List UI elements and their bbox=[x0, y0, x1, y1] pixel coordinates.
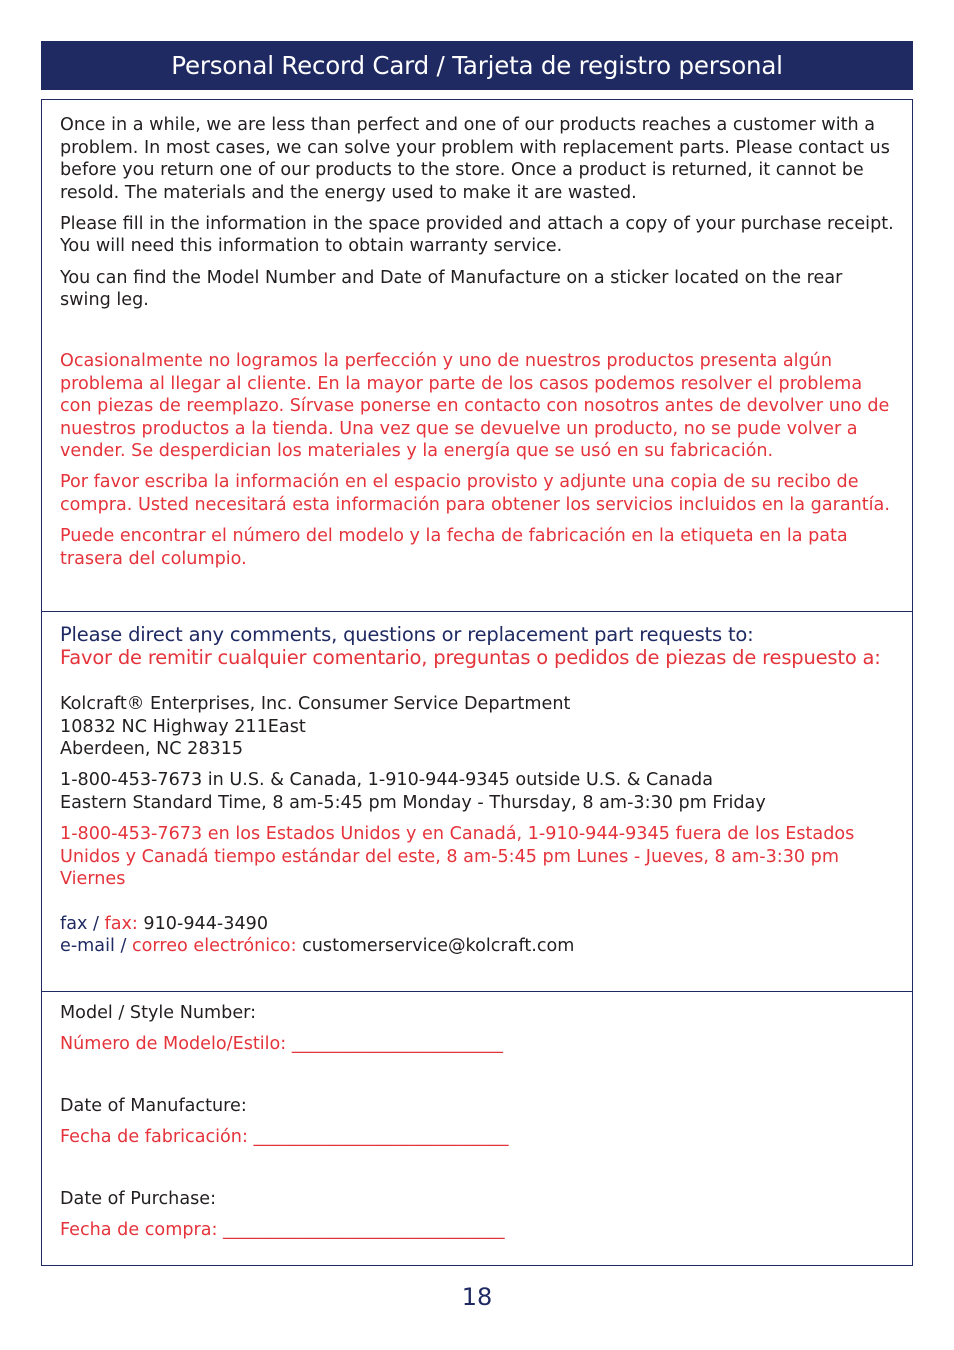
phone-english-line-1: 1-800-453-7673 in U.S. & Canada, 1-910-944-9345 outside U.S. & Canada bbox=[60, 770, 713, 791]
spanish-intro bbox=[42, 350, 912, 579]
page-number: 18 bbox=[461, 1283, 493, 1311]
address-line-2: 10832 NC Highway 211East bbox=[60, 716, 306, 737]
manufacture-date-field[interactable]: Fecha de fabricación: _____________________________ bbox=[60, 1126, 509, 1147]
header-divider: / bbox=[428, 51, 453, 80]
form-spacer bbox=[60, 1148, 894, 1188]
spanish-paragraph-1: Ocasionalmente no logramos la perfección y uno de nuestros productos presenta algún problema al llegar al cliente. En la mayor parte de los casos podemos resolver el problema con piezas de reemplazo. Sírvase ponerse en contacto con nosotros antes de devolver uno de nuestros productos a la tienda. Una vez que se devuelve un producto, no se pude volver a vender. Se desperdician los materiales y la energía que se usó en su fabricación. bbox=[60, 351, 890, 462]
contact-heading-english: Please direct any comments, questions or replacement part requests to: bbox=[60, 623, 754, 646]
fax-label-english: fax / bbox=[60, 913, 105, 934]
contact-heading-spanish: Favor de remitir cualquier comentario, preguntas o pedidos de piezas de respuesto a: bbox=[60, 646, 881, 669]
spanish-paragraph-3: Puede encontrar el número del modelo y la fecha de fabricación en la etiqueta en la pata trasera del columpio. bbox=[60, 526, 848, 569]
phone-hours-spanish: 1-800-453-7673 en los Estados Unidos y en Canadá, 1-910-944-9345 fuera de los Estados Unidos y Canadá tiempo estándar del este, 8 am-5:45 pm Lunes - Jueves, 8 am-3:30 pm Viernes bbox=[60, 823, 855, 890]
fax-number: 910-944-3490 bbox=[137, 913, 269, 934]
email-label-spanish: correo electrónico: bbox=[131, 936, 297, 957]
english-intro bbox=[42, 114, 912, 320]
model-number-label: Model / Style Number: bbox=[60, 1003, 257, 1023]
manufacture-date-label: Date of Manufacture: bbox=[60, 1096, 247, 1117]
header-title-spanish: Tarjeta de registro personal bbox=[452, 51, 783, 80]
record-form bbox=[42, 1002, 912, 1242]
fax-line bbox=[60, 913, 894, 936]
page-header bbox=[41, 41, 913, 90]
model-number-field[interactable]: Número de Modelo/Estilo: ________________________ bbox=[60, 1033, 503, 1054]
section-divider-2 bbox=[42, 991, 912, 992]
purchase-date-field[interactable]: Fecha de compra: ________________________________ bbox=[60, 1219, 505, 1240]
address-line-1: Kolcraft® Enterprises, Inc. Consumer Service Department bbox=[60, 694, 571, 714]
address-line-3: Aberdeen, NC 28315 bbox=[60, 739, 244, 760]
form-spacer bbox=[60, 1055, 894, 1095]
phone-english-line-2: Eastern Standard Time, 8 am-5:45 pm Monday - Thursday, 8 am-3:30 pm Friday bbox=[60, 792, 766, 813]
mailing-address bbox=[60, 693, 894, 761]
phone-hours-english bbox=[60, 769, 894, 814]
spanish-paragraph-2: Por favor escriba la información en el espacio provisto y adjunte una copia de su recibo de compra. Usted necesitará esta información para obtener los servicios incluidos en la garantía. bbox=[60, 472, 890, 516]
header-title-english: Personal Record Card bbox=[171, 51, 429, 80]
email-line bbox=[60, 935, 894, 958]
english-paragraph-1: Once in a while, we are less than perfect and one of our products reaches a customer with a problem. In most cases, we can solve your problem with replacement parts. Please contact us before you return one of our products to the store. Once a product is returned, it cannot be resold. The materials and the energy used to make it are wasted. bbox=[60, 115, 890, 203]
email-label-english: e-mail / bbox=[60, 936, 132, 957]
section-divider bbox=[42, 611, 912, 612]
record-card-frame bbox=[41, 99, 913, 1266]
contact-section bbox=[42, 623, 912, 966]
email-address: customerservice@kolcraft.com bbox=[296, 936, 575, 957]
fax-label-spanish: fax: bbox=[104, 913, 138, 934]
purchase-date-label: Date of Purchase: bbox=[60, 1189, 217, 1210]
english-paragraph-2: Please fill in the information in the space provided and attach a copy of your purchase receipt. You will need this information to obtain warranty service. bbox=[60, 213, 894, 257]
english-paragraph-3: You can find the Model Number and Date of Manufacture on a sticker located on the rear swing leg. bbox=[60, 267, 843, 311]
